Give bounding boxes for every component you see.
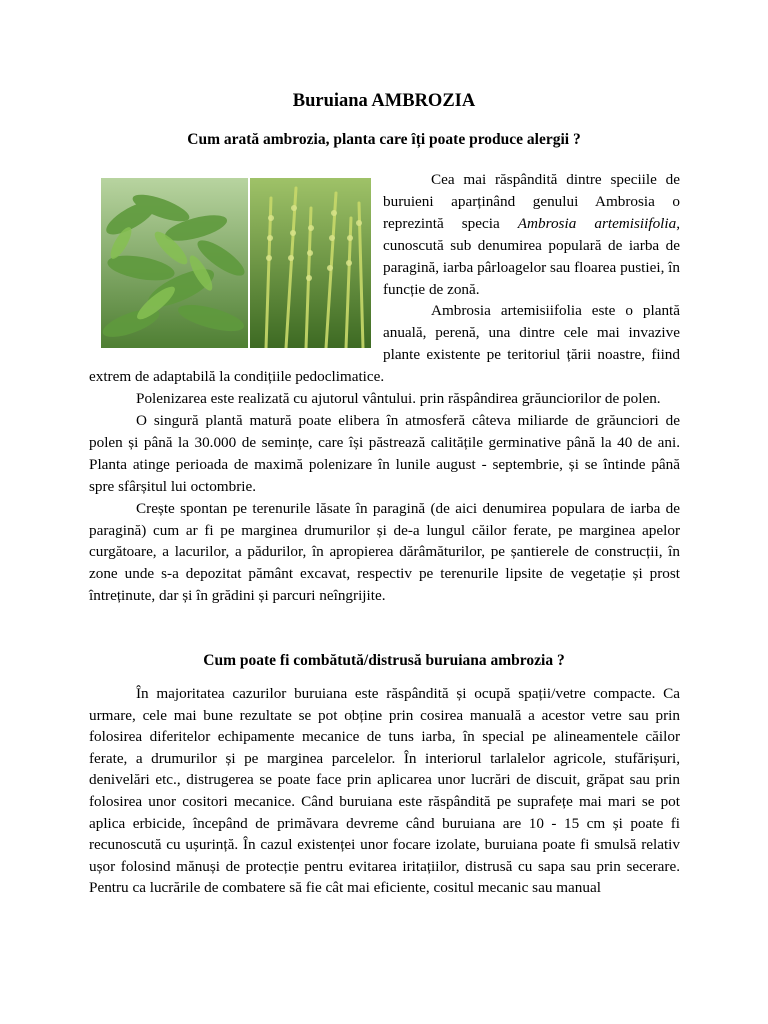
ambrosia-photos xyxy=(101,178,371,348)
intro-p2: Ambrosia artemisiifolia este o plantă anuală, perenă, una dintre cele mai invazive plante existente pe teritoriul țării noastre, fiind extrem de adaptabilă la condițiile pedoclimatice. xyxy=(89,302,680,386)
combat-section xyxy=(89,683,680,899)
intro-p4: O singură plantă matură poate elibera în atmosferă câteva miliarde de grăunciori de polen și până la 30.000 de semințe, care își păstrează calitățile germinative până la 40 de ani. Planta atinge perioada de maximă polenizare în lunile august - septembrie, și se întinde până spre sfârșitul lui octombrie. xyxy=(89,411,680,495)
intro-p3: Polenizarea este realizată cu ajutorul vântului. prin răspândirea grăunciorilor de polen. xyxy=(136,390,661,408)
species-name: Ambrosia artemisiifolia xyxy=(517,214,677,232)
page-title: Buruiana AMBROZIA xyxy=(292,91,476,111)
subtitle: Cum arată ambrozia, planta care îți poate produce alergii ? xyxy=(187,131,581,148)
section-heading: Cum poate fi combătută/distrusă buruiana ambrozia ? xyxy=(203,652,565,669)
intro-p5: Crește spontan pe terenurile lăsate în paragină (de aici denumirea populara de iarba de paragină) cum ar fi pe marginea drumurilor și de-a lungul căilor ferate, pe marginea apelor curgătoare, a lacurilor, a pădurilor, în apropierea dărâmăturilor, pe șantierele de construcții, în zone unde s-a depozitat pământ excavat, respectiv pe terenurile lipsite de vegetație și prost întreținute, dar și în grădini și parcuri neîngrijite. xyxy=(89,499,680,605)
intro-p1-before: Cea mai răspândită dintre speciile de buruieni aparținând genului Ambrosia o reprezintă specia xyxy=(383,171,680,232)
intro-section xyxy=(89,169,680,607)
ambrosia-plant-image xyxy=(101,178,371,348)
combat-p1: În majoritatea cazurilor buruiana este răspândită și ocupă spații/vetre compacte. Ca urmare, cele mai bune rezultate se pot obține prin cosirea manuală a acestor vetre sau prin folosirea diferitelor echipamente mecanice de tuns iarba, în special pe alineamentele căilor ferate, a drumurilor și pe marginea parcelelor. În interiorul tarlalelor agricole, stufărișuri, denivelări etc., distrugerea se poate face prin aplicarea unor lucrări de discuit, grăpat sau prin folosirea unor cositori mecanice. Când buruiana este răspândită pe suprafețe mai mari se pot aplica erbicide, începând de primăvara devreme când buruiana are 10 - 15 cm și poate fi recunoscută cu ușurință. În cazul existenței unor focare izolate, buruiana poate fi smulsă relativ ușor folosind mănuși de protecție pentru evitarea iritațiilor, distrusă cu sapa sau prin secerare. Pentru ca lucrările de combatere să fie cât mai eficiente, cositul mecanic sau manual xyxy=(89,685,680,897)
intro-p1-after: , cunoscută sub denumirea populară de iarba de paragină, iarba pârloagelor sau floarea pustiei, în funcție de zonă. xyxy=(383,214,680,298)
